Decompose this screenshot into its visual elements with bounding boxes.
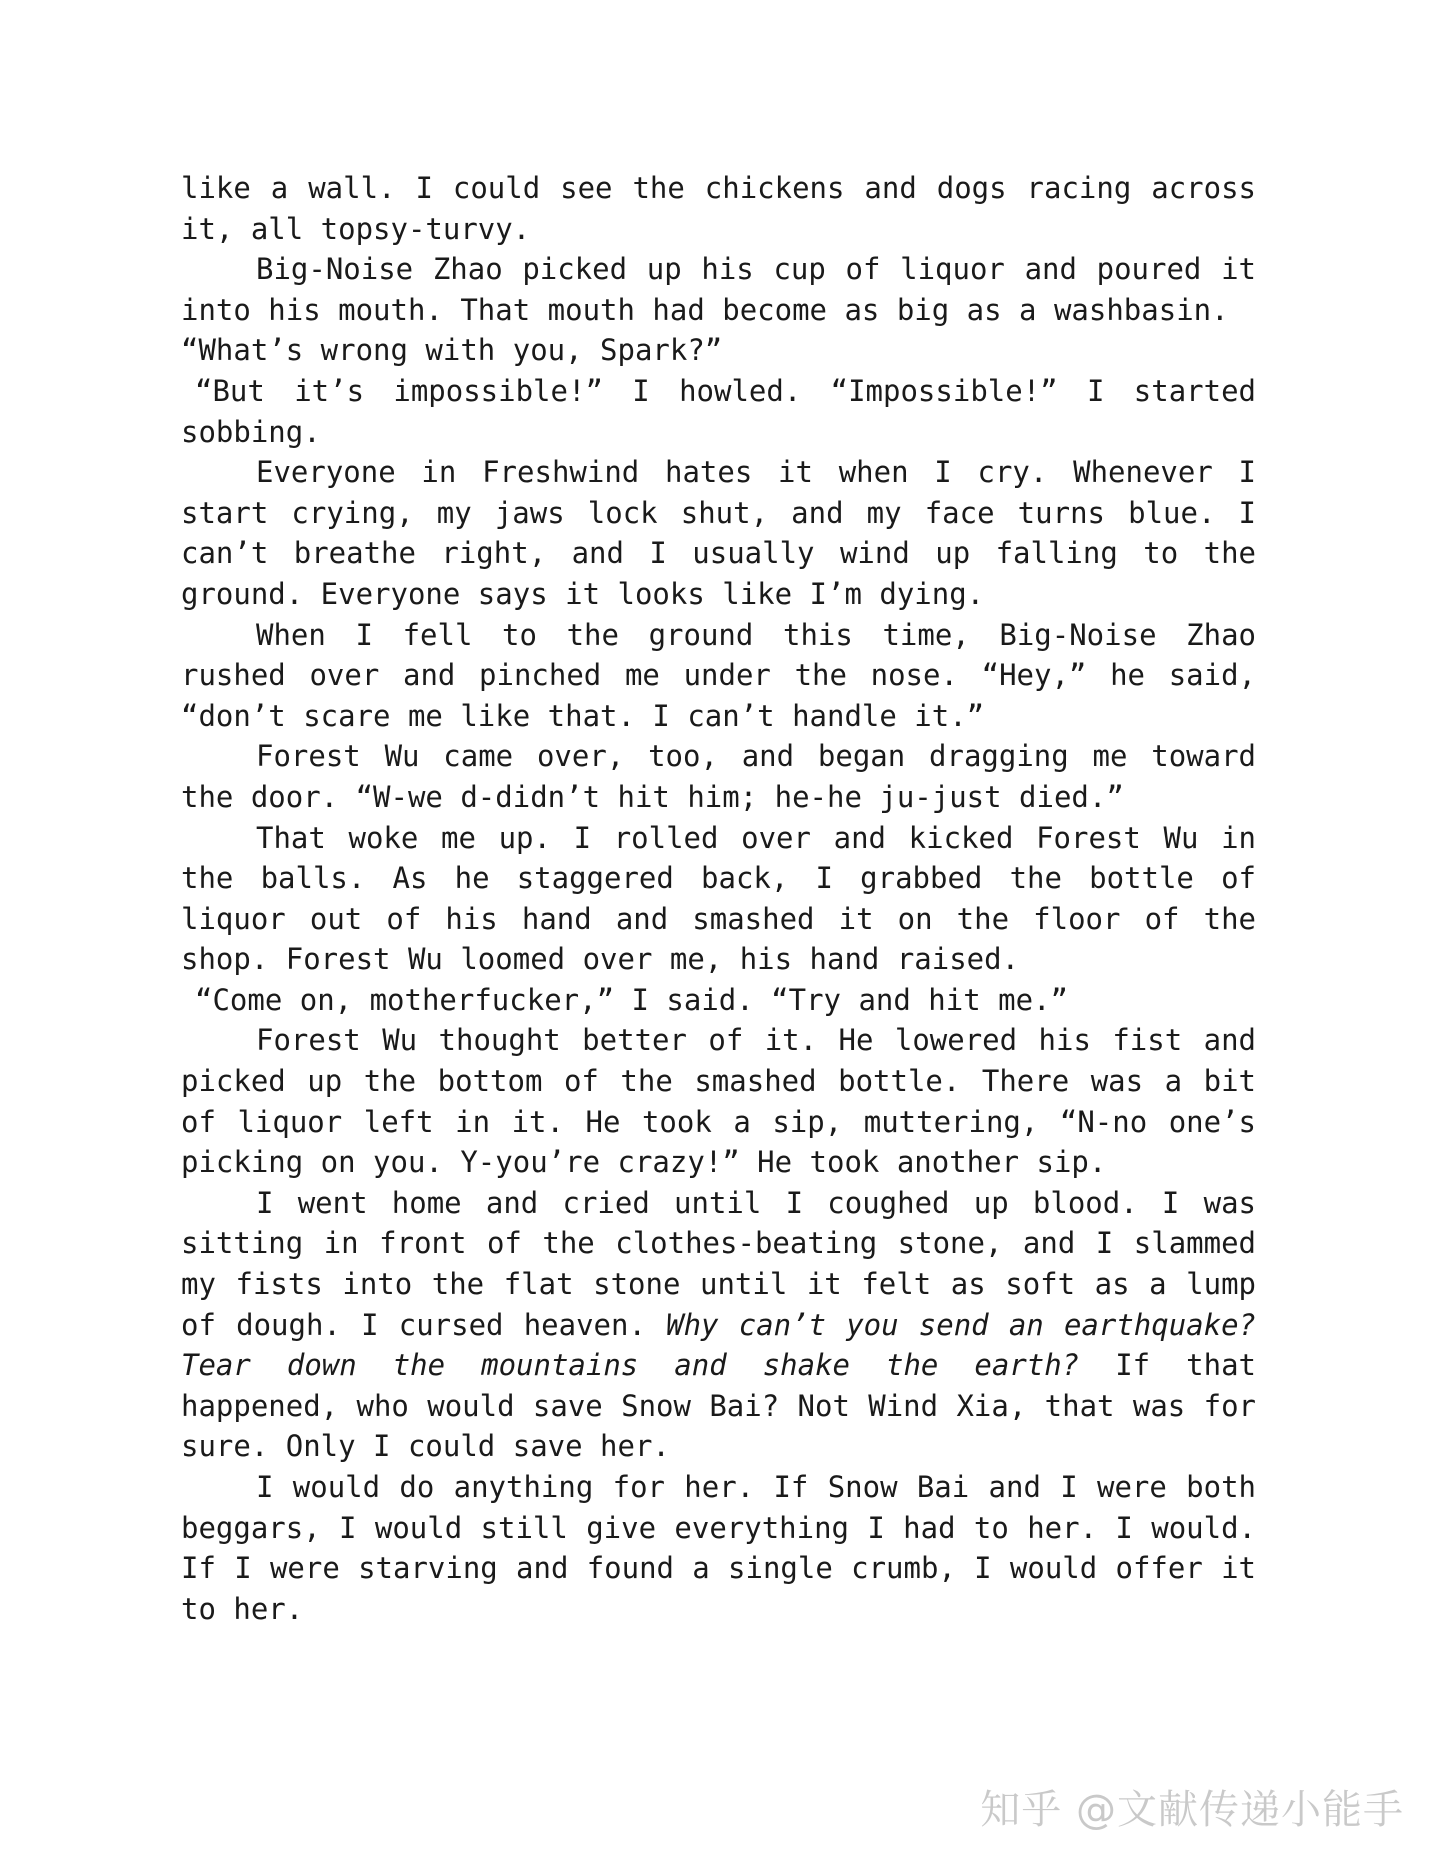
- italic-curse: Why can’t you send an earthquake? Tear down the mountains and shake the earth?: [181, 1307, 1256, 1383]
- paragraph-4: “But it’s impossible!” I howled. “Impossible!” I started sobbing.: [181, 373, 1256, 449]
- paragraph-11: [181, 1183, 1256, 1467]
- document-page: [181, 168, 1256, 1629]
- paragraph-3: “What’s wrong with you, Spark?”: [181, 333, 723, 368]
- paragraph-12: I would do anything for her. If Snow Bai and I were both beggars, I would still give everything I had to her. I would. If I were starving and found a single crumb, I would offer it to her.: [181, 1470, 1256, 1626]
- paragraph-2: Big-Noise Zhao picked up his cup of liquor and poured it into his mouth. That mouth had become as big as a washbasin.: [181, 252, 1256, 327]
- paragraph-5: Everyone in Freshwind hates it when I cry. Whenever I start crying, my jaws lock shut, and my face turns blue. I can’t breathe right, and I usually wind up falling to the ground. Everyone says it looks like I’m dying.: [181, 455, 1256, 611]
- paragraph-6: When I fell to the ground this time, Big-Noise Zhao rushed over and pinched me under the nose. “Hey,” he said, “don’t scare me like that. I can’t handle it.”: [181, 617, 1256, 733]
- paragraph-1: like a wall. I could see the chickens and dogs racing across it, all topsy-turvy.: [181, 171, 1256, 246]
- paragraph-7: Forest Wu came over, too, and began dragging me toward the door. “W-we d-didn’t hit him; he-he ju-just died.”: [181, 739, 1256, 814]
- zhihu-watermark: 知乎 @文献传递小能手: [980, 1787, 1404, 1833]
- paragraph-11-tail: If that happened, who would save Snow Bai? Not Wind Xia, that was for sure. Only I could save her.: [181, 1348, 1256, 1464]
- paragraph-8: That woke me up. I rolled over and kicked Forest Wu in the balls. As he staggered back, I grabbed the bottle of liquor out of his hand and smashed it on the floor of the shop. Forest Wu loomed over me, his hand raised.: [181, 820, 1256, 977]
- paragraph-11-text: I went home and cried until I coughed up blood. I was sitting in front of the clothes-beating stone, and I slammed my fists into the flat stone until it felt as soft as a lump of dough. I cursed heaven.: [181, 1185, 1256, 1342]
- paragraph-9: “Come on, motherfucker,” I said. “Try and hit me.”: [195, 982, 1068, 1017]
- paragraph-10: Forest Wu thought better of it. He lowered his fist and picked up the bottom of the smashed bottle. There was a bit of liquor left in it. He took a sip, muttering, “N-no one’s picking on you. Y-you’re crazy!” He took another sip.: [181, 1023, 1256, 1180]
